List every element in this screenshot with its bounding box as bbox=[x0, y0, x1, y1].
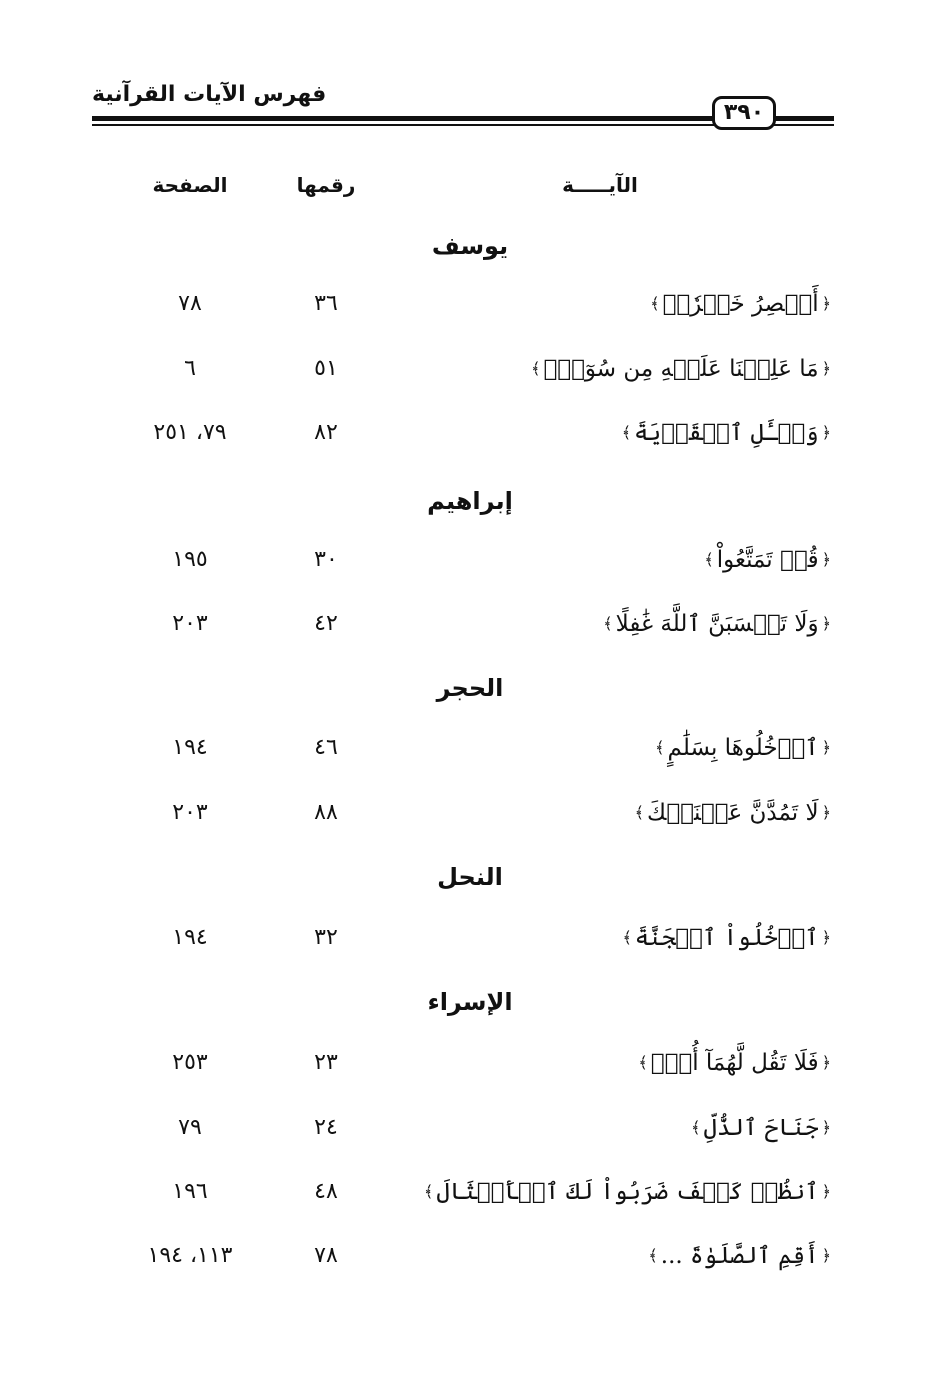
verse-words: ٱدۡخُلُوهَا بِسَلَٰمٍ bbox=[667, 735, 819, 761]
index-row bbox=[0, 918, 930, 958]
ornate-bracket-open: ﴿ bbox=[821, 614, 831, 633]
running-title: فهرس الآيات القرآنية bbox=[92, 82, 327, 107]
ornate-bracket-close: ﴾ bbox=[424, 1182, 434, 1201]
surah-heading: الحجر bbox=[436, 674, 504, 702]
index-row bbox=[0, 1172, 930, 1212]
ornate-bracket-open: ﴿ bbox=[821, 294, 831, 313]
verse-words: لَا تَمُدَّنَّ عَيۡنَيۡكَ bbox=[646, 800, 819, 826]
verse-text bbox=[414, 349, 834, 389]
ayah-number: ٢٣ bbox=[314, 1050, 338, 1075]
ornate-bracket-close: ﴾ bbox=[704, 550, 714, 569]
column-header-number: رقمها bbox=[296, 173, 356, 197]
column-header-page: الصفحة bbox=[152, 173, 228, 197]
ayah-number: ٨٢ bbox=[314, 420, 338, 445]
ornate-bracket-close: ﴾ bbox=[650, 294, 660, 313]
ornate-bracket-close: ﴾ bbox=[634, 803, 644, 822]
index-row bbox=[0, 413, 930, 453]
page-reference: ٧٩ bbox=[178, 1115, 202, 1140]
ornate-bracket-close: ﴾ bbox=[622, 928, 632, 947]
ornate-bracket-close: ﴾ bbox=[603, 614, 613, 633]
ornate-bracket-open: ﴿ bbox=[821, 738, 831, 757]
index-row bbox=[0, 793, 930, 833]
header-rule-thick bbox=[92, 116, 754, 121]
surah-heading-row bbox=[0, 668, 930, 708]
ornate-bracket-open: ﴿ bbox=[821, 803, 831, 822]
verse-words: مَا عَلِمۡنَا عَلَيۡهِ مِن سُوٓءٖۚ bbox=[543, 356, 819, 382]
verse-text bbox=[414, 728, 834, 768]
page-reference: ٧٨ bbox=[178, 291, 202, 316]
ayah-number: ٤٦ bbox=[314, 735, 338, 760]
column-header-verse: الآيـــــة bbox=[562, 173, 638, 197]
verse-text bbox=[414, 604, 834, 644]
verse-text bbox=[414, 413, 834, 453]
index-row bbox=[0, 1236, 930, 1276]
ornate-bracket-open: ﴿ bbox=[821, 359, 831, 378]
surah-heading-row bbox=[0, 982, 930, 1022]
verse-words: جَنَاحَ ٱلذُّلِّ bbox=[703, 1115, 819, 1141]
ornate-bracket-open: ﴿ bbox=[821, 1053, 831, 1072]
index-row bbox=[0, 540, 930, 580]
page-reference: ٦ bbox=[184, 356, 196, 381]
surah-heading: النحل bbox=[437, 863, 503, 891]
page-reference: ٢٥٣ bbox=[172, 1050, 208, 1075]
ornate-bracket-close: ﴾ bbox=[531, 359, 541, 378]
surah-heading: الإسراء bbox=[427, 988, 513, 1016]
verse-text bbox=[414, 540, 834, 580]
header-rule-right-thick bbox=[774, 116, 834, 121]
verse-words: أَعۡصِرُ خَمۡرٗاۖ bbox=[662, 291, 819, 317]
ornate-bracket-open: ﴿ bbox=[821, 928, 831, 947]
verse-words: ٱنظُرۡ كَيۡفَ ضَرَبُواْ لَكَ ٱلۡأَمۡثَالَ bbox=[436, 1179, 819, 1205]
ayah-number: ٣٠ bbox=[314, 547, 338, 572]
verse-words: فَلَا تَقُل لَّهُمَآ أُفّٖ bbox=[650, 1050, 819, 1076]
ornate-bracket-close: ﴾ bbox=[621, 423, 632, 442]
ornate-bracket-close: ﴾ bbox=[691, 1118, 701, 1137]
ornate-bracket-open: ﴿ bbox=[821, 1182, 831, 1201]
index-row bbox=[0, 1043, 930, 1083]
verse-words: ٱدۡخُلُواْ ٱلۡجَنَّةَ bbox=[634, 925, 819, 951]
surah-heading-row bbox=[0, 226, 930, 266]
page-reference: ١٩٤ bbox=[172, 735, 208, 760]
verse-text bbox=[414, 284, 834, 324]
ornate-bracket-open: ﴿ bbox=[821, 1246, 831, 1265]
ornate-bracket-close: ﴾ bbox=[638, 1053, 648, 1072]
ayah-number: ٣٦ bbox=[314, 291, 338, 316]
index-row bbox=[0, 1108, 930, 1148]
ayah-number: ٤٨ bbox=[314, 1179, 338, 1204]
surah-heading: إبراهيم bbox=[427, 487, 513, 515]
page-reference: ١٩٥ bbox=[172, 547, 208, 572]
surah-heading-row bbox=[0, 857, 930, 897]
verse-text bbox=[414, 793, 834, 833]
verse-text bbox=[414, 1043, 834, 1083]
verse-words: وَلَا تَحۡسَبَنَّ ٱللَّهَ غَٰفِلًا bbox=[615, 611, 819, 637]
page-reference: ٢٠٣ bbox=[172, 611, 208, 636]
ornate-bracket-close: ﴾ bbox=[648, 1246, 658, 1265]
ayah-number: ٢٤ bbox=[314, 1115, 338, 1140]
ayah-number: ٨٨ bbox=[314, 800, 338, 825]
verse-text bbox=[414, 1172, 834, 1212]
header-rule-right-thin bbox=[774, 124, 834, 126]
surah-heading: يوسف bbox=[431, 232, 509, 260]
index-row bbox=[0, 349, 930, 389]
surah-heading-row bbox=[0, 481, 930, 521]
ayah-number: ٣٢ bbox=[314, 925, 338, 950]
index-row bbox=[0, 604, 930, 644]
header-rule-thin bbox=[92, 124, 754, 126]
page-reference: ١٩٤ bbox=[172, 925, 208, 950]
ayah-number: ٥١ bbox=[314, 356, 338, 381]
ornate-bracket-open: ﴿ bbox=[821, 423, 831, 442]
verse-text bbox=[414, 918, 834, 958]
page-number: ٣٩٠ bbox=[712, 96, 776, 130]
page-reference: ٢٠٣ bbox=[172, 800, 208, 825]
index-row bbox=[0, 284, 930, 324]
verse-words: أَقِمِ ٱلصَّلَوٰةَ ... bbox=[660, 1243, 819, 1269]
ayah-number: ٧٨ bbox=[314, 1243, 338, 1268]
verse-text bbox=[414, 1108, 834, 1148]
ornate-bracket-open: ﴿ bbox=[821, 550, 831, 569]
page-reference: ٧٩، ٢٥١ bbox=[153, 420, 227, 445]
verse-words: قُلۡ تَمَتَّعُواْ bbox=[716, 547, 819, 573]
verse-words: وَسۡـَٔلِ ٱلۡقَرۡيَةَ bbox=[634, 420, 819, 446]
page-reference: ١٩٦ bbox=[172, 1179, 208, 1204]
ornate-bracket-open: ﴿ bbox=[821, 1118, 831, 1137]
ornate-bracket-close: ﴾ bbox=[655, 738, 665, 757]
verse-text bbox=[414, 1236, 834, 1276]
ayah-number: ٤٢ bbox=[314, 611, 338, 636]
page-reference: ١١٣، ١٩٤ bbox=[147, 1243, 233, 1268]
index-row bbox=[0, 728, 930, 768]
